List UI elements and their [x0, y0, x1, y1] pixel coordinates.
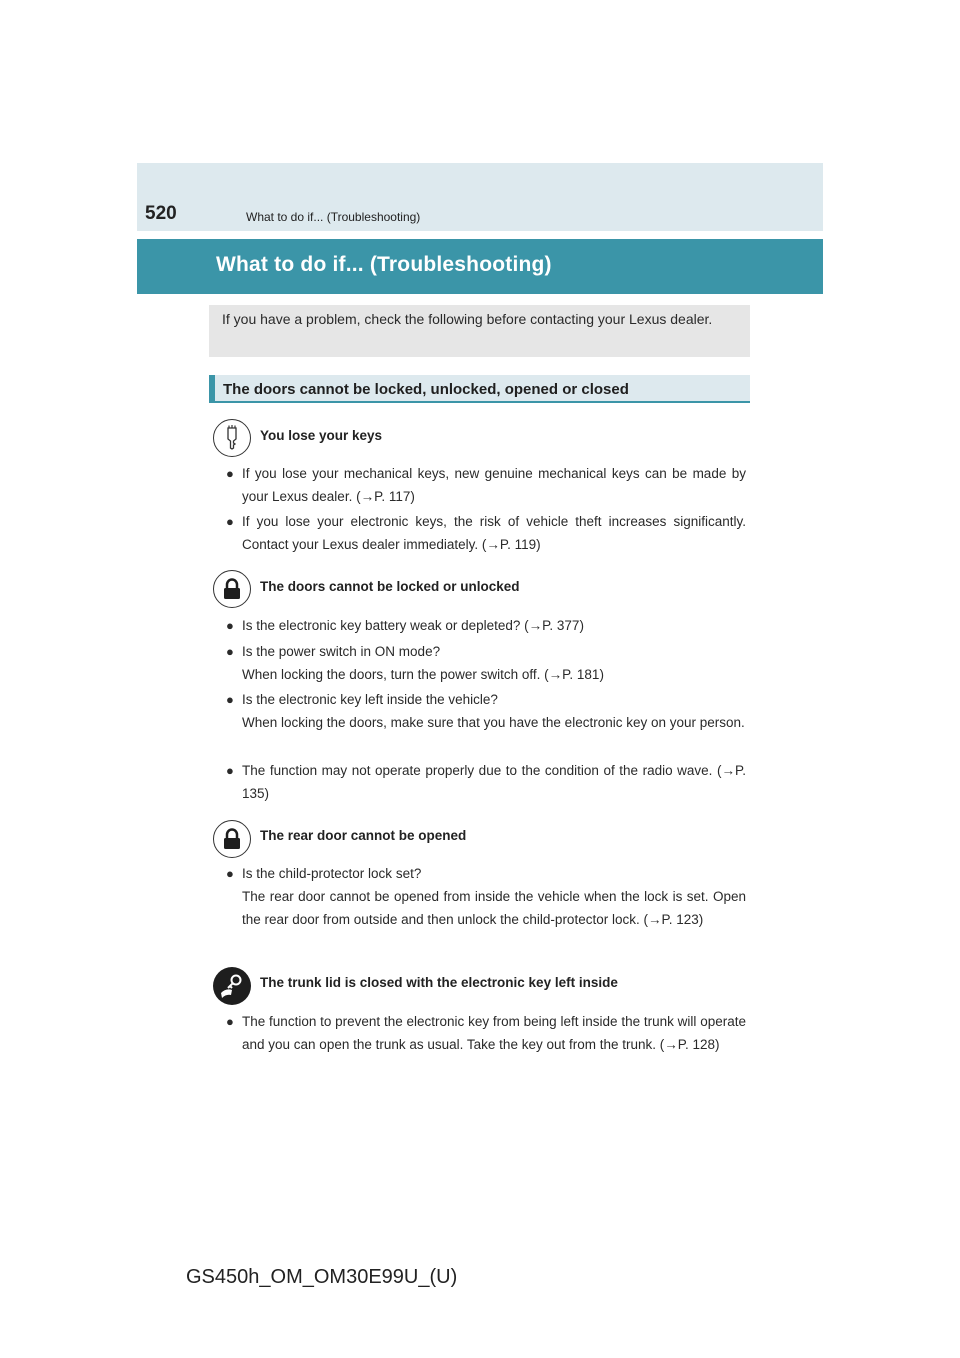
page-number: 520: [145, 203, 177, 224]
bullet-icon: ●: [226, 1014, 234, 1029]
bullet-icon: ●: [226, 514, 234, 529]
list-item: ● Is the power switch in ON mode? When locking the doors, turn the power switch off. (→P. 181): [226, 640, 746, 686]
list-item: ● The function to prevent the electronic key from being left inside the trunk will operate and you can open the trunk as usual. Take the key out from the trunk. (→P. 128): [226, 1010, 746, 1056]
padlock-icon: [213, 820, 251, 858]
subhead-lose-keys: You lose your keys: [260, 428, 383, 443]
list-item: ● Is the child-protector lock set? The rear door cannot be opened from inside the vehicle when the lock is set. Open the rear door from outside and then unlock the child-protector lock. (→P. 123): [226, 862, 746, 931]
bullet-icon: ●: [226, 866, 234, 881]
bullet-icon: ●: [226, 618, 234, 633]
list-item: ● Is the electronic key left inside the vehicle? When locking the doors, make sure that you have the electronic key on your person.: [226, 688, 746, 734]
page-title: What to do if... (Troubleshooting): [216, 253, 552, 276]
bullet-icon: ●: [226, 763, 234, 778]
key-in-trunk-icon: [213, 967, 251, 1005]
footer-code: GS450h_OM_OM30E99U_(U): [186, 1266, 458, 1288]
intro-text: If you have a problem, check the following before contacting your Lexus dealer.: [222, 311, 713, 327]
list-item: ● The function may not operate properly due to the condition of the radio wave. (→P. 135): [226, 759, 746, 805]
key-icon: [213, 419, 251, 457]
list-item: ● Is the electronic key battery weak or depleted? (→P. 377): [226, 614, 746, 637]
subhead-cannot-lock: The doors cannot be locked or unlocked: [260, 579, 520, 594]
list-item: ● If you lose your electronic keys, the risk of vehicle theft increases significantly. Contact your Lexus dealer immediately. (→P. 119): [226, 510, 746, 556]
padlock-icon: [213, 570, 251, 608]
running-head: What to do if... (Troubleshooting): [246, 210, 421, 224]
bullet-icon: ●: [226, 644, 234, 659]
bullet-icon: ●: [226, 466, 234, 481]
section-title: The doors cannot be locked, unlocked, opened or closed: [223, 381, 629, 398]
header-band: [137, 163, 823, 231]
list-item: ● If you lose your mechanical keys, new genuine mechanical keys can be made by your Lexus dealer. (→P. 117): [226, 462, 746, 508]
subhead-rear-door: The rear door cannot be opened: [260, 828, 467, 843]
bullet-icon: ●: [226, 692, 234, 707]
subhead-trunk-lid: The trunk lid is closed with the electronic key left inside: [260, 975, 618, 990]
